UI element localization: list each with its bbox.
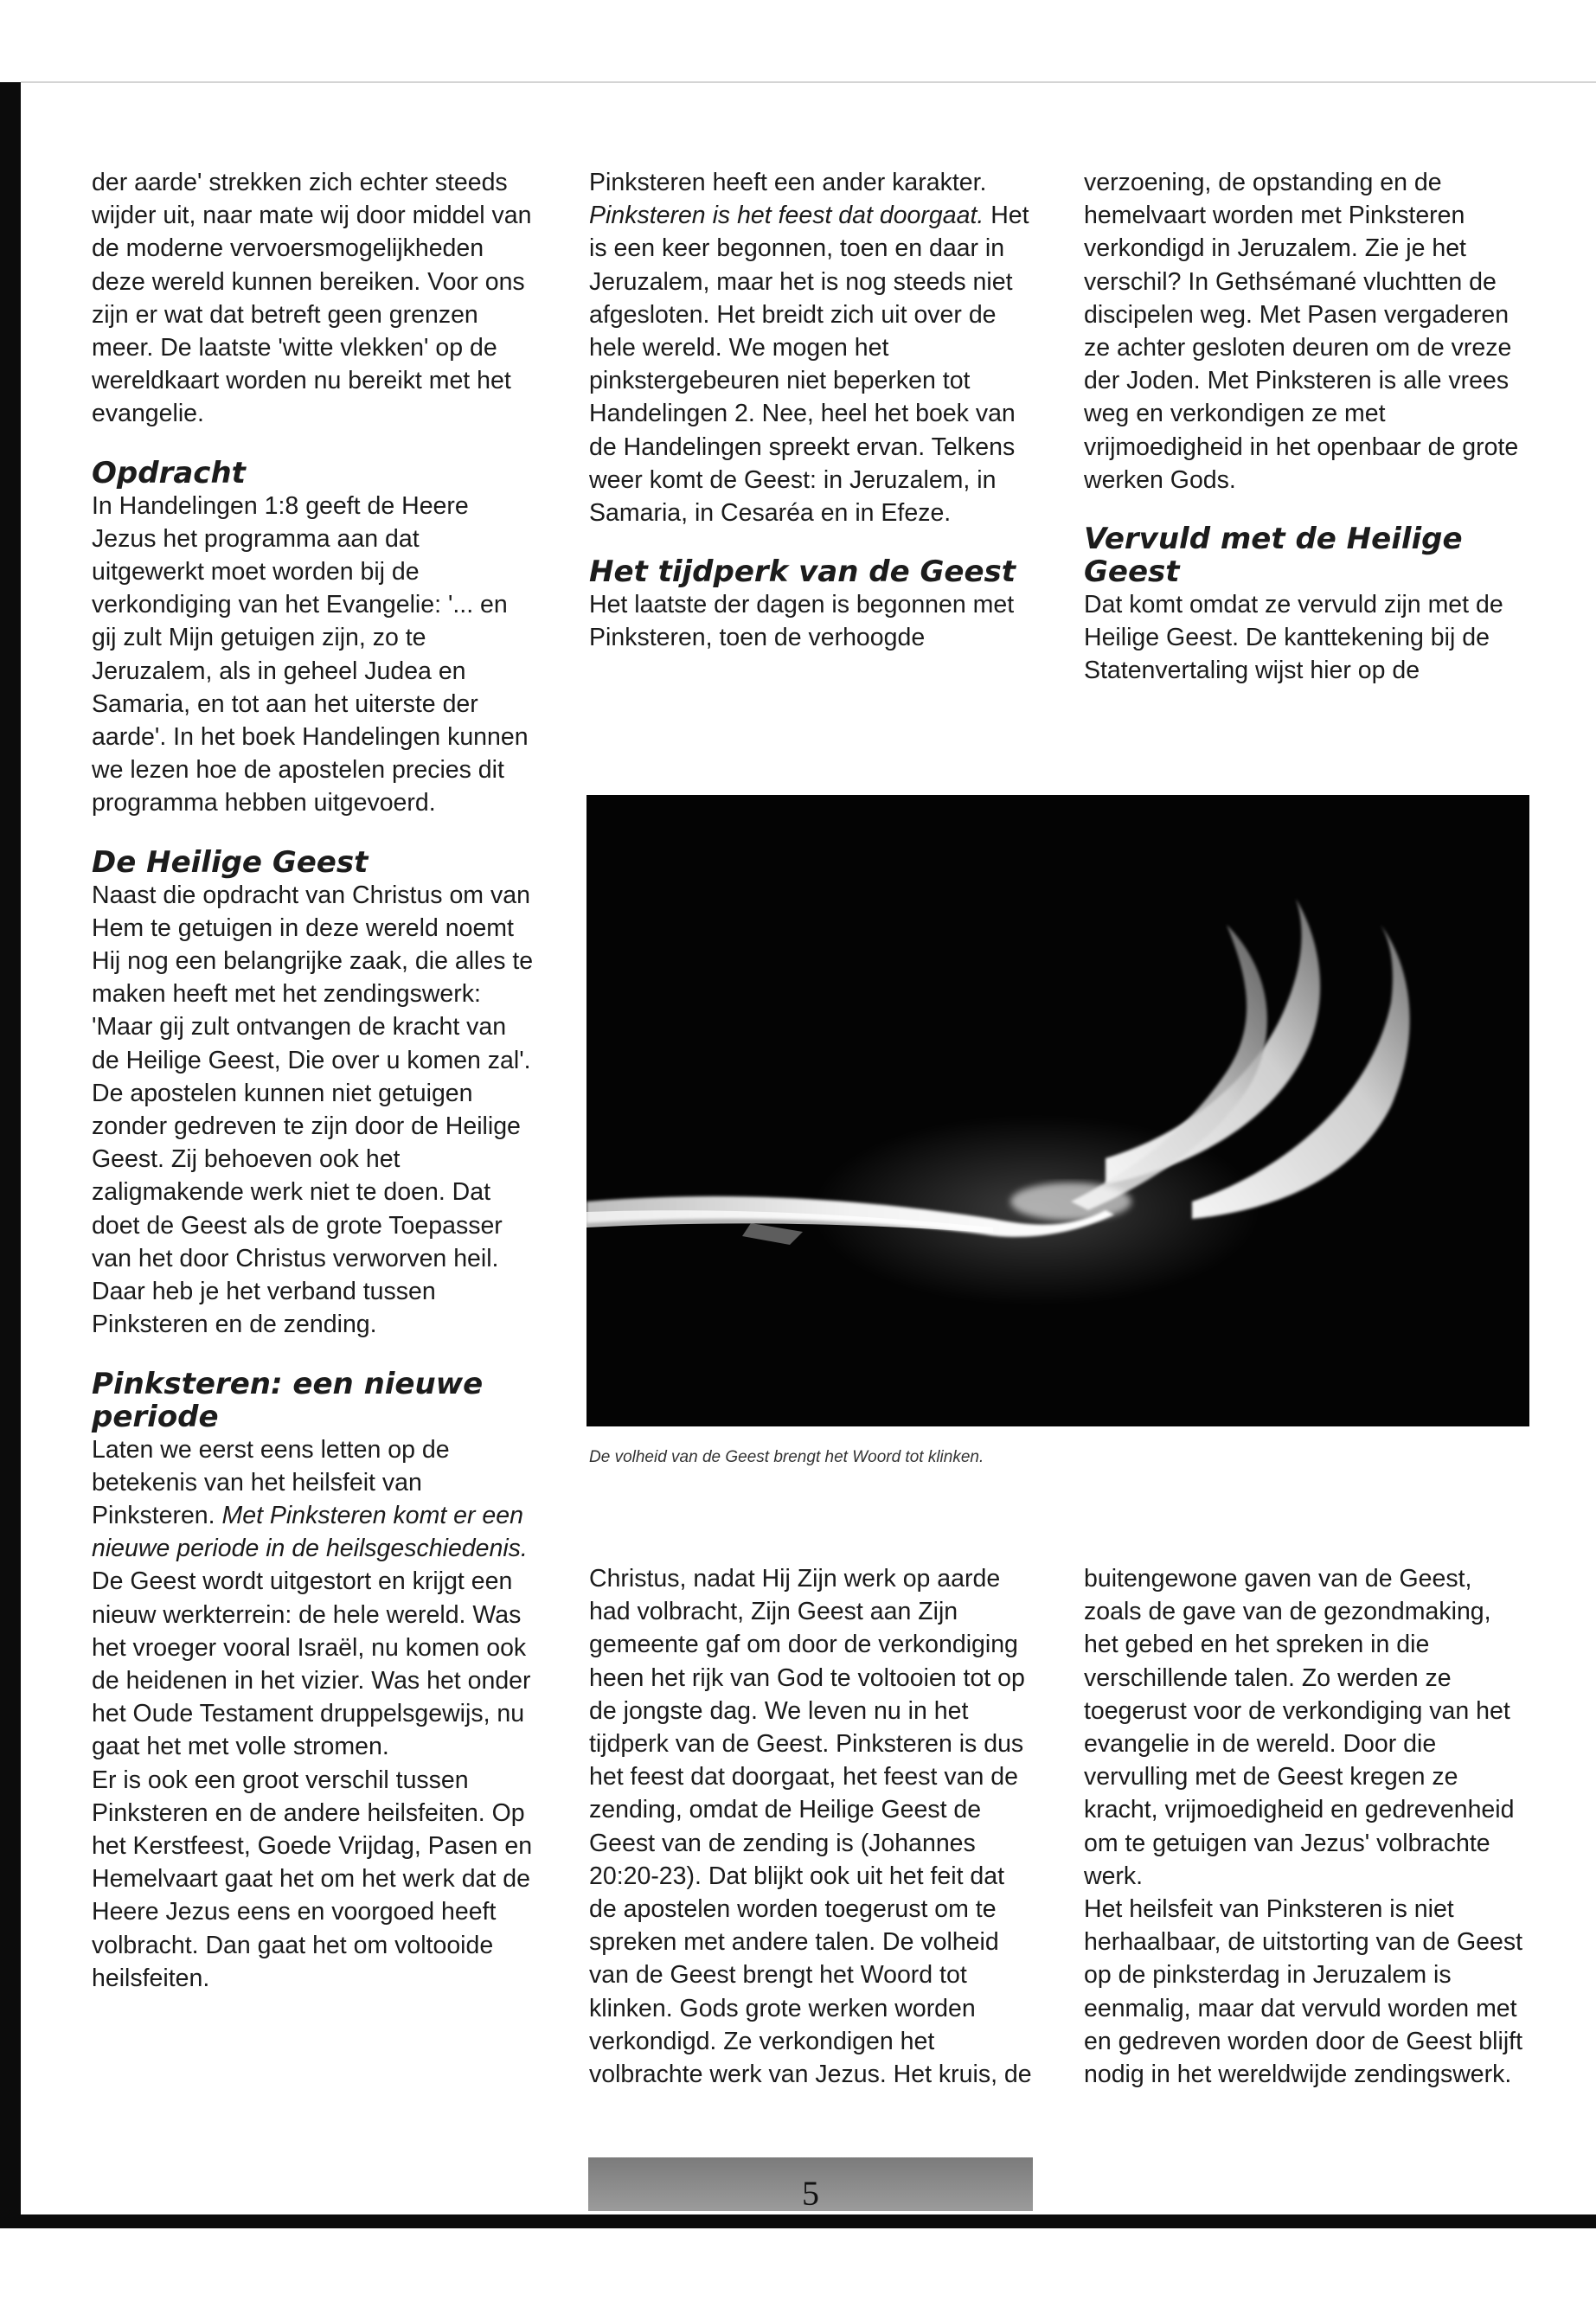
scan-edge-left <box>0 82 21 2214</box>
paragraph-tijdperk: Het laatste der dagen is begonnen met Pinksteren, toen de verhoogde <box>589 591 1015 652</box>
text-span: Pinksteren heeft een ander karakter. <box>589 169 987 196</box>
column-2-bottom <box>589 1562 1032 2091</box>
paragraph-verzoening: verzoening, de opstanding en de hemelvaart worden met Pinksteren verkondigd in Jeruzalem. Zie je het verschil? In Gethsémané vluchtten de discipelen weg. Met Pasen vergaderen ze achter gesloten deuren om de vreze der Joden. Met Pinksteren is alle vrees weg en verkondigen ze met vrijmoedigheid in het openbaar de grote werken Gods. <box>1084 169 1519 494</box>
paragraph-verschil: Er is ook een groot verschil tussen Pinksteren en de andere heilsfeiten. Op het Kerstfeest, Goede Vrijdag, Pasen en Hemelvaart gaat het om het werk dat de Heere Jezus eens en voorgoed heeft volbracht. Dan gaat het om voltooide heilsfeiten. <box>92 1766 533 1992</box>
column-1 <box>92 166 535 1995</box>
paragraph-intro: der aarde' strekken zich echter steeds wijder uit, naar mate wij door middel van de moderne vervoersmogelijkheden deze wereld kunnen bereiken. Voor ons zijn er wat dat betreft geen grenzen meer. De laatste 'witte vlekken' op de wereldkaart worden nu bereikt met het evangelie. <box>92 169 532 428</box>
paragraph-gaven: buitengewone gaven van de Geest, zoals de gave van de gezondmaking, het gebed en het spreken in die verschillende talen. Zo werden ze toegerust voor de verkondiging van het evangelie in de wereld. Door die vervulling met de Geest kregen ze kracht, vrijmoedigheid en gedrevenheid om te getuigen van Jezus' volbrachte werk. <box>1084 1565 1515 1890</box>
page-number-box <box>588 2157 1033 2211</box>
paragraph-heilige-geest: Naast die opdracht van Christus om van Hem te getuigen in deze wereld noemt Hij nog een belangrijke zaak, die alles te maken heeft met het zendingswerk: 'Maar gij zult ontvangen de kracht van de Heilige Geest, Die over u komen zal'. De apostelen kunnen niet getuigen zonder gedreven te zijn door de Heilige Geest. Zij behoeven ook het zaligmakende werk niet te doen. Dat doet de Geest als de grote Toepasser van het door Christus verworven heil. Daar heb je het verband tussen Pinksteren en de zending. <box>92 881 534 1339</box>
paragraph-opdracht: In Handelingen 1:8 geeft de Heere Jezus het programma aan dat uitgewerkt moet worden bij de verkondiging van het Evangelie: '... en gij zult Mijn getuigen zijn, zo te Jeruzalem, als in geheel Judea en Samaria, en tot aan het uiterste der aarde'. In het boek Handelingen kunnen we lezen hoe de apostelen precies dit programma hebben uitgevoerd. <box>92 491 529 817</box>
text-span: Het is een keer begonnen, toen en daar in Jeruzalem, maar het is nog steeds niet afgesloten. Het breidt zich uit over de hele wereld. We mogen het pinkstergebeuren niet beperken tot Handelingen 2. Nee, heel het boek van de Handelingen spreekt ervan. Telkens weer komt de Geest: in Jeruzalem, in Samaria, in Cesaréa en in Efeze. <box>589 202 1029 528</box>
page-number: 5 <box>802 2174 819 2213</box>
paragraph-nieuwe-periode <box>92 1433 535 1764</box>
paragraph-vervuld: Dat komt omdat ze vervuld zijn met de Heilige Geest. De kanttekening bij de Statenvertaling wijst hier op de <box>1084 591 1503 685</box>
column-2-top <box>589 166 1032 655</box>
flame-icon <box>586 795 1529 1426</box>
paragraph-karakter <box>589 166 1032 529</box>
text-span: De Geest wordt uitgestort en krijgt een nieuw werkterrein: de hele wereld. Was het vroeger vooral Israël, nu komen ook de heidenen in het vizier. Was het onder het Oude Testament druppelsgewijs, nu gaat het met volle stromen. <box>92 1567 531 1761</box>
column-3-top <box>1084 166 1527 688</box>
emphasis-text: Pinksteren is het feest dat doorgaat. <box>589 202 984 230</box>
column-3-bottom <box>1084 1562 1527 2091</box>
scan-edge-bottom <box>0 2214 1596 2228</box>
paragraph-heilsfeit: Het heilsfeit van Pinksteren is niet herhaalbaar, de uitstorting van de Geest op de pinksterdag in Jeruzalem is eenmalig, maar dat vervuld worden met en gedreven worden door de Geest blijft nodig in het wereldwijde zendingswerk. <box>1084 1895 1523 2089</box>
heading-opdracht: Opdracht <box>92 455 246 490</box>
paragraph-tijdperk-vervolg: Christus, nadat Hij Zijn werk op aarde had volbracht, Zijn Geest aan Zijn gemeente gaf om door de verkondiging heen het rijk van God te voltooien tot op de jongste dag. We leven nu in het tijdperk van de Geest. Pinksteren is dus het feest dat doorgaat, het feest van de zending, omdat de Heilige Geest de Geest van de zending is (Johannes 20:20-23). Dat blijkt ook uit het feit dat de apostelen worden toegerust om te spreken met andere talen. De volheid van de Geest brengt het Woord tot klinken. Gods grote werken worden verkondigd. Ze verkondigen het volbrachte werk van Jezus. Het kruis, de <box>589 1565 1032 2089</box>
flame-photo <box>586 795 1529 1426</box>
scan-edge-top <box>21 81 1596 83</box>
heading-nieuwe-periode: Pinksteren: een nieuwe periode <box>92 1366 484 1434</box>
emphasis-text: Met Pinksteren komt er een nieuwe periode in de heilsgeschiedenis. <box>92 1501 528 1563</box>
heading-tijdperk: Het tijdperk van de Geest <box>589 554 1016 590</box>
photo-caption: De volheid van de Geest brengt het Woord tot klinken. <box>589 1448 984 1466</box>
text-span: Laten we eerst eens letten op de betekenis van het heilsfeit van Pinksteren. <box>92 1435 450 1529</box>
heading-heilige-geest: De Heilige Geest <box>92 844 369 880</box>
heading-vervuld: Vervuld met de Heilige Geest <box>1084 522 1463 590</box>
